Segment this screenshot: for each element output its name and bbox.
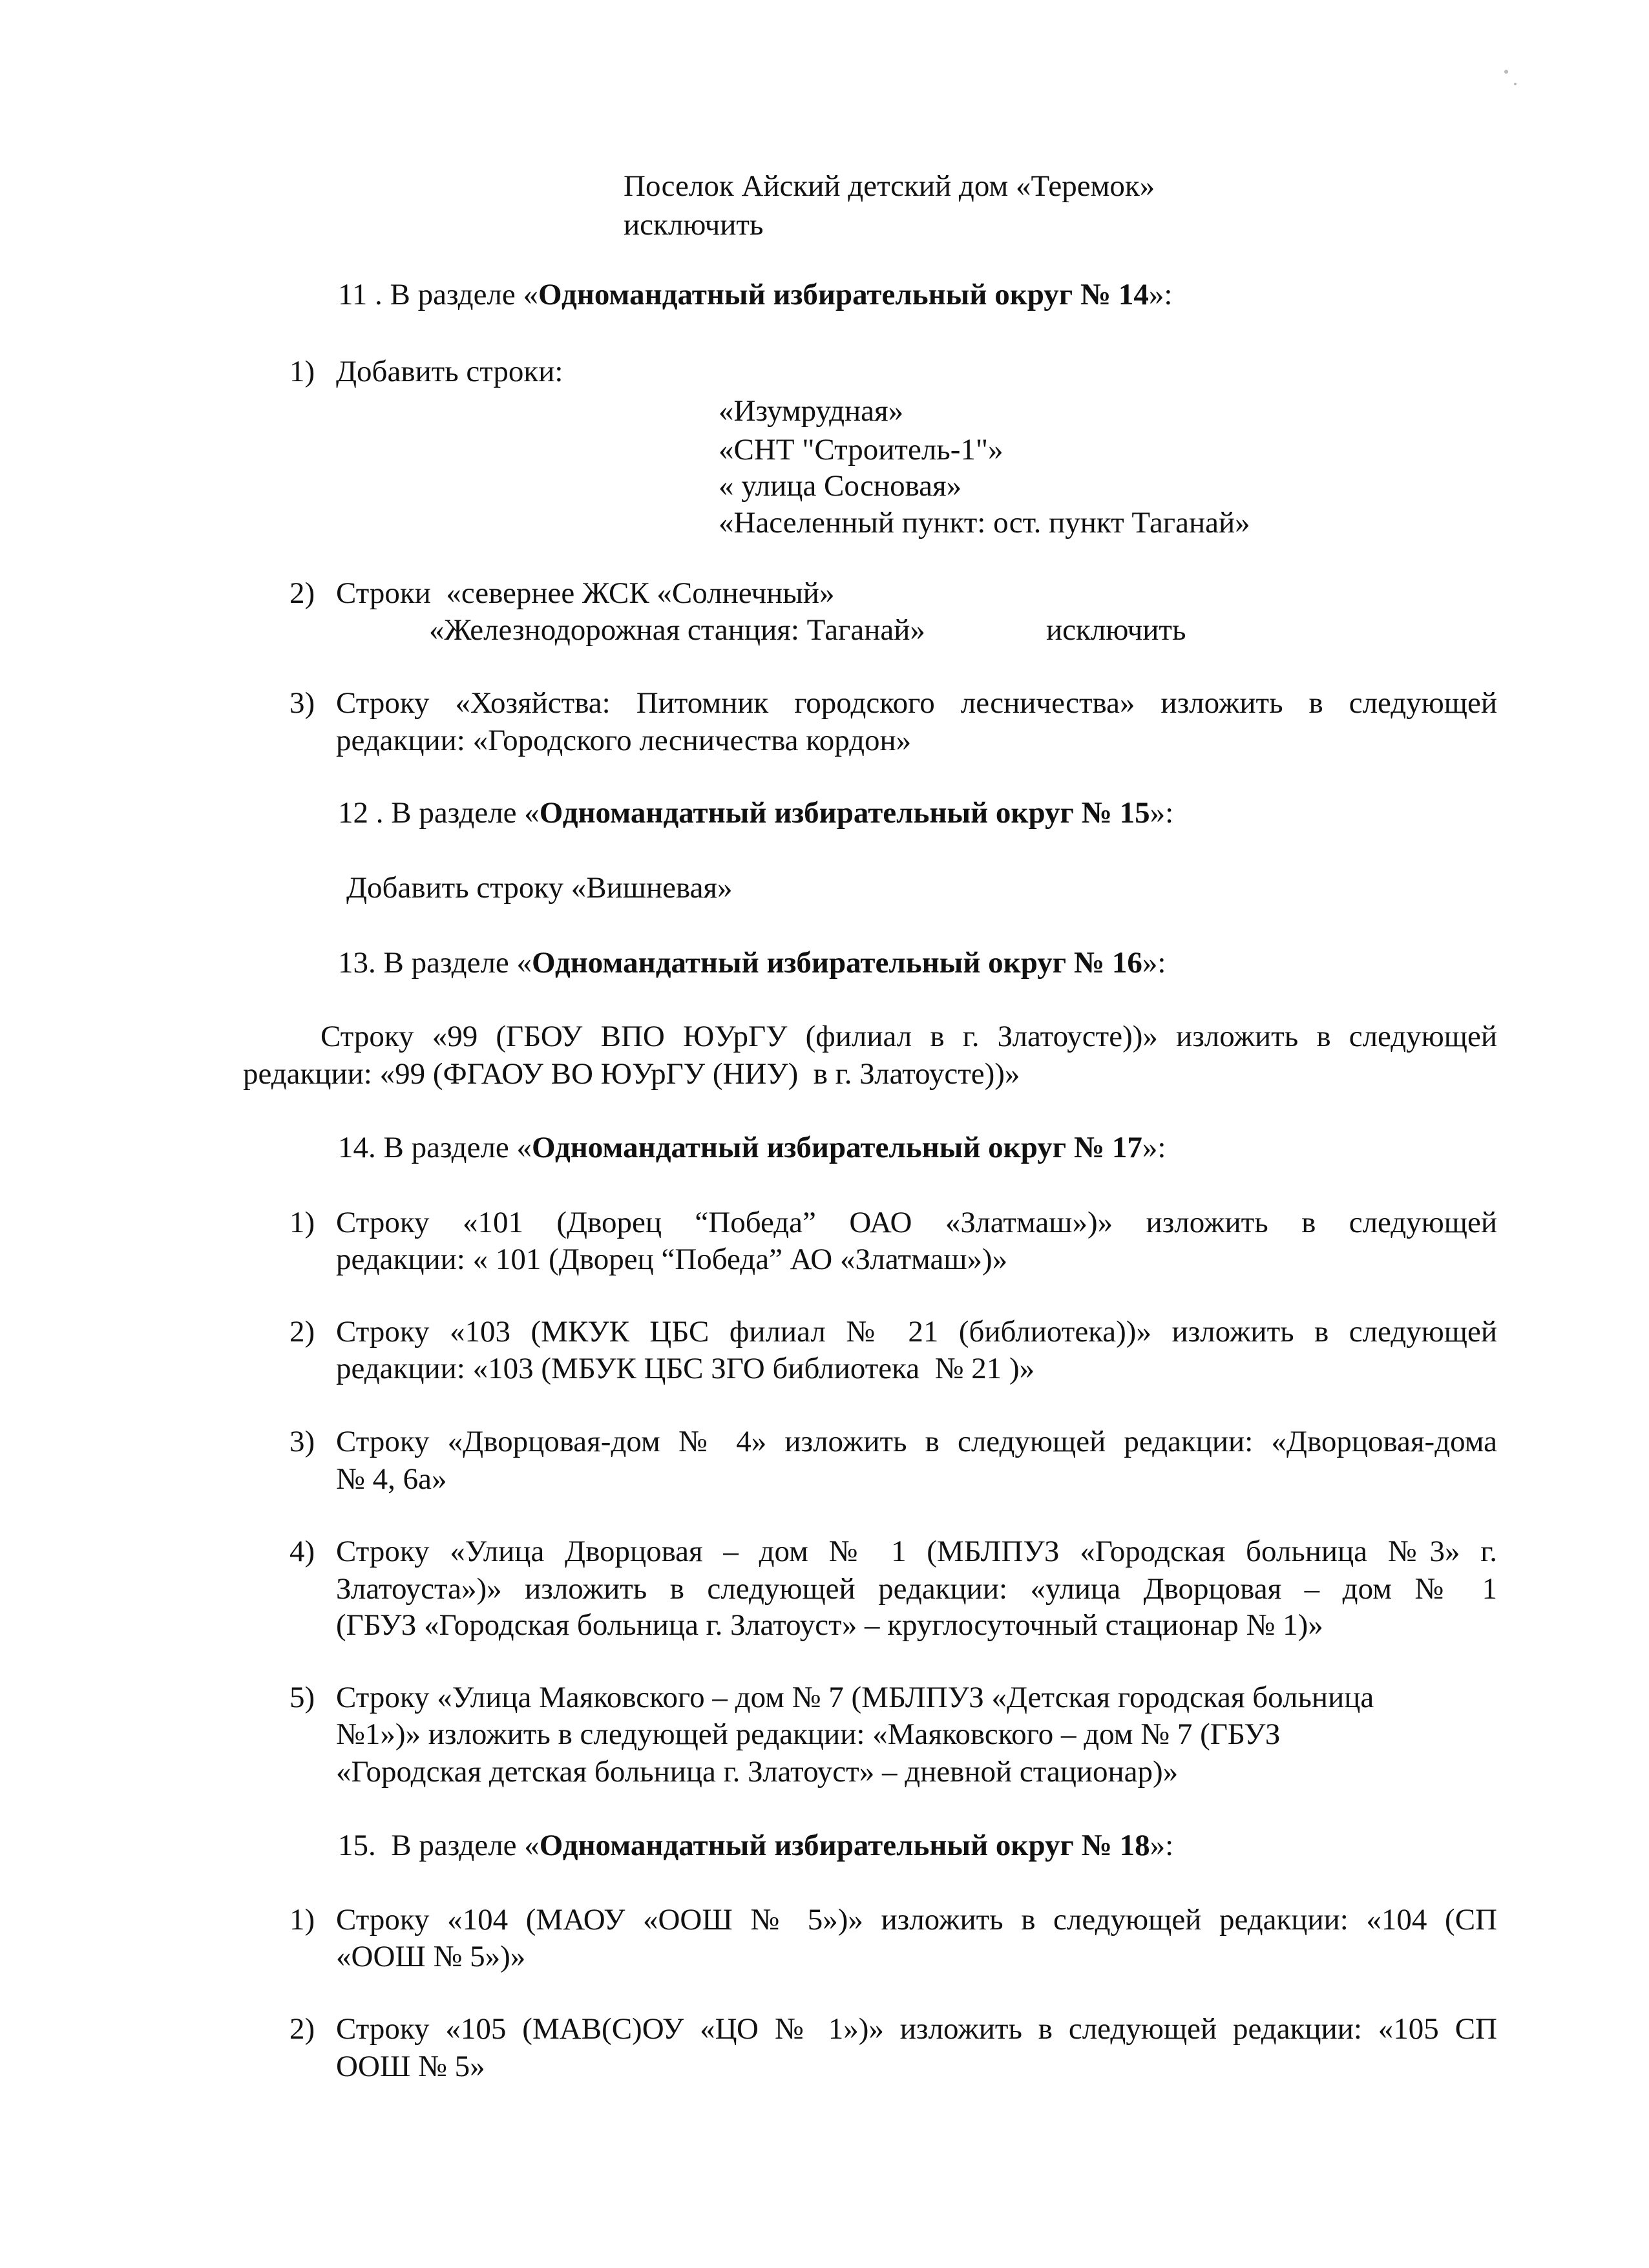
section-11-prefix: 11 . В разделе « xyxy=(338,278,539,311)
section-15-suffix: »: xyxy=(1150,1829,1174,1862)
section-12-prefix: 12 . В разделе « xyxy=(338,796,540,830)
s14-item-5-line-2: №1»)» изложить в следующей редакции: «Маяковского – дом № 7 (ГБУЗ xyxy=(336,1717,1281,1751)
section-13-suffix: »: xyxy=(1142,946,1166,980)
section-13-line-1: Строку «99 (ГБОУ ВПО ЮУрГУ (филиал в г. Златоусте))» изложить в следующей xyxy=(320,1020,1497,1053)
section-15-title: Одномандатный избирательный округ № 18 xyxy=(539,1829,1150,1862)
section-11-heading xyxy=(338,275,1172,314)
section-14-heading xyxy=(338,1128,1166,1167)
scan-speck xyxy=(1514,83,1517,85)
section-12-suffix: »: xyxy=(1150,796,1174,830)
s14-item-5-line-1: Строку «Улица Маяковского – дом № 7 (МБЛПУЗ «Детская городская больница xyxy=(336,1681,1374,1714)
s14-item-2-number: 2) xyxy=(289,1315,315,1349)
s14-item-3-line-2: № 4, 6а» xyxy=(336,1462,447,1496)
s14-item-5-line-3: «Городская детская больница г. Златоуст» – дневной стационар)» xyxy=(336,1755,1179,1789)
section-13-heading xyxy=(338,943,1166,982)
s14-item-1-line-2: редакции: « 101 (Дворец “Победа” АО «Златмаш»)» xyxy=(336,1243,1008,1276)
s14-item-5-number: 5) xyxy=(289,1681,315,1714)
s14-item-2-line-1: Строку «103 (МКУК ЦБС филиал № 21 (библиотека))» изложить в следующей xyxy=(336,1315,1497,1349)
section-13-prefix: 13. В разделе « xyxy=(338,946,532,980)
section-14-prefix: 14. В разделе « xyxy=(338,1131,532,1164)
s14-item-3-number: 3) xyxy=(289,1425,315,1458)
s11-item-1-text: Добавить строки: xyxy=(336,355,563,388)
section-13-line-2: редакции: «99 (ФГАОУ ВО ЮУрГУ (НИУ) в г. Златоусте))» xyxy=(243,1057,1020,1091)
s11-item-2-action: исключить xyxy=(1046,613,1186,647)
s14-item-3-line-1: Строку «Дворцовая-дом № 4» изложить в следующей редакции: «Дворцовая-дома xyxy=(336,1425,1497,1458)
s11-item-1-number: 1) xyxy=(289,355,315,388)
s15-item-1-line-2: «ООШ № 5»)» xyxy=(336,1940,526,1973)
s14-item-1-number: 1) xyxy=(289,1206,315,1239)
s15-item-2-line-2: ООШ № 5» xyxy=(336,2050,485,2083)
section-12-body: Добавить строку «Вишневая» xyxy=(346,871,733,905)
section-13-title: Одномандатный избирательный округ № 16 xyxy=(532,946,1142,980)
s11-item-3-line-1: Строку «Хозяйства: Питомник городского лесничества» изложить в следующей xyxy=(336,686,1497,720)
s11-item-3-number: 3) xyxy=(289,686,315,720)
s14-item-4-line-1: Строку «Улица Дворцовая – дом № 1 (МБЛПУЗ «Городская больница №3» г. xyxy=(336,1535,1497,1568)
section-15-heading xyxy=(338,1826,1173,1865)
s11-item-2-line-2: «Железнодорожная станция: Таганай» xyxy=(429,613,925,647)
s14-item-1-line-1: Строку «101 (Дворец “Победа” ОАО «Златмаш»)» изложить в следующей xyxy=(336,1206,1497,1239)
s11-item-2-number: 2) xyxy=(289,576,315,610)
s11-item-2-line-1: Строки «севернее ЖСК «Солнечный» xyxy=(336,576,835,610)
s11-added-line-2: «СНТ "Строитель-1"» xyxy=(719,433,1003,467)
s15-item-2-number: 2) xyxy=(289,2012,315,2046)
s11-added-line-1: «Изумрудная» xyxy=(719,394,904,428)
s14-item-2-line-2: редакции: «103 (МБУК ЦБС ЗГО библиотека № 21 )» xyxy=(336,1352,1035,1385)
s15-item-1-number: 1) xyxy=(289,1903,315,1937)
s15-item-2-line-1: Строку «105 (МАВ(С)ОУ «ЦО № 1»)» изложить в следующей редакции: «105 СП xyxy=(336,2012,1497,2046)
section-15-prefix: 15. В разделе « xyxy=(338,1829,540,1862)
s15-item-1-line-1: Строку «104 (МАОУ «ООШ № 5»)» изложить в следующей редакции: «104 (СП xyxy=(336,1903,1497,1937)
s11-added-line-3: « улица Сосновая» xyxy=(719,469,962,503)
s11-added-line-4: «Населенный пункт: ост. пункт Таганай» xyxy=(719,506,1250,540)
scan-speck xyxy=(1504,70,1508,74)
section-12-title: Одномандатный избирательный округ № 15 xyxy=(539,796,1150,830)
section-11-suffix: »: xyxy=(1148,278,1173,311)
s14-item-4-line-3: (ГБУЗ «Городская больница г. Златоуст» – круглосуточный стационар № 1)» xyxy=(336,1608,1323,1642)
s11-item-3-line-2: редакции: «Городского лесничества кордон» xyxy=(336,724,912,757)
section-11-title: Одномандатный избирательный округ № 14 xyxy=(538,278,1149,311)
top-line-2: исключить xyxy=(624,208,764,242)
section-14-suffix: »: xyxy=(1142,1131,1166,1164)
section-14-title: Одномандатный избирательный округ № 17 xyxy=(532,1131,1142,1164)
s14-item-4-number: 4) xyxy=(289,1535,315,1568)
section-12-heading xyxy=(338,793,1173,832)
top-line-1: Поселок Айский детский дом «Теремок» xyxy=(624,169,1155,203)
s14-item-4-line-2: Златоуста»)» изложить в следующей редакции: «улица Дворцовая – дом № 1 xyxy=(336,1572,1497,1606)
